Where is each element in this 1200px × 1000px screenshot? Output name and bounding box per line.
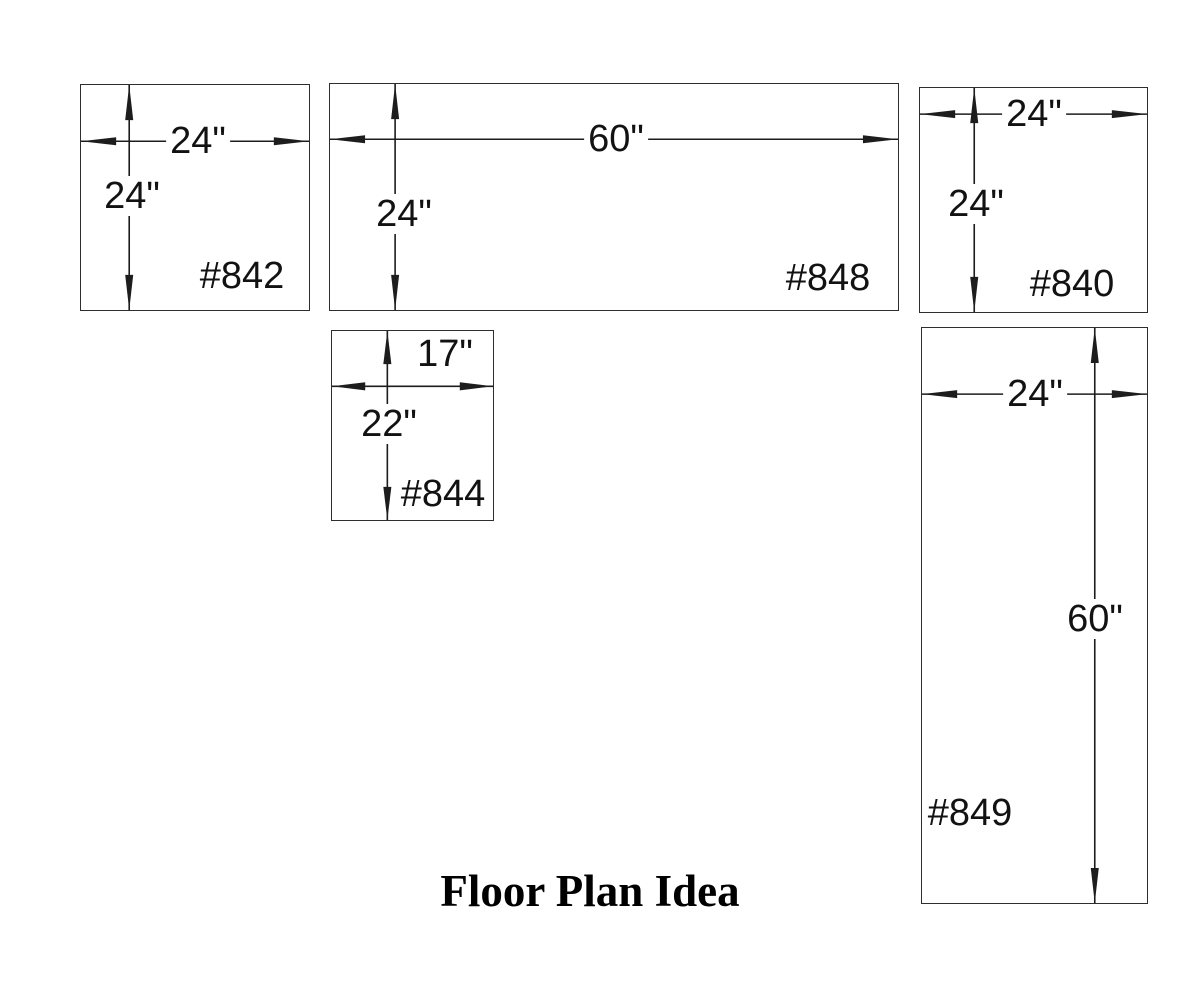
unit-box-844 [331,330,494,521]
arrowhead-right-icon [460,382,493,390]
unit-box-842 [80,84,310,311]
arrowhead-down-icon [125,275,133,310]
unit-id-label: #840 [1029,263,1115,305]
arrowhead-left-icon [330,135,365,143]
arrowhead-up-icon [1091,328,1099,363]
height-dimension-label: 60" [1063,599,1127,639]
arrowhead-right-icon [1112,110,1147,118]
arrowhead-down-icon [1091,868,1099,903]
arrowhead-left-icon [922,390,957,398]
arrowhead-left-icon [920,110,955,118]
height-dimension-label: 24" [372,194,436,234]
width-dimension-label: 24" [166,121,230,161]
arrowhead-down-icon [391,275,399,310]
unit-id-label: #849 [927,792,1013,834]
arrowhead-left-icon [81,137,116,145]
arrowhead-up-icon [970,88,978,123]
unit-id-label: #844 [400,473,486,515]
unit-id-label: #842 [199,255,285,297]
arrowhead-up-icon [391,84,399,119]
unit-id-label: #848 [785,257,871,299]
unit-box-840 [919,87,1148,313]
width-dimension-label: 24" [1003,374,1067,414]
unit-box-849 [921,327,1148,904]
height-dimension-label: 24" [944,184,1008,224]
arrowhead-up-icon [125,85,133,120]
unit-box-848 [329,83,899,311]
width-dimension-label: 60" [584,119,648,159]
width-dimension-label: 17" [413,334,477,374]
arrowhead-up-icon [383,331,391,364]
height-dimension-label: 24" [100,176,164,216]
page-title: Floor Plan Idea [440,866,740,916]
arrowhead-left-icon [332,382,365,390]
height-dimension-label: 22" [357,404,421,444]
arrowhead-down-icon [383,487,391,520]
arrowhead-right-icon [1112,390,1147,398]
arrowhead-right-icon [863,135,898,143]
arrowhead-down-icon [970,277,978,312]
arrowhead-right-icon [274,137,309,145]
width-dimension-label: 24" [1002,94,1066,134]
